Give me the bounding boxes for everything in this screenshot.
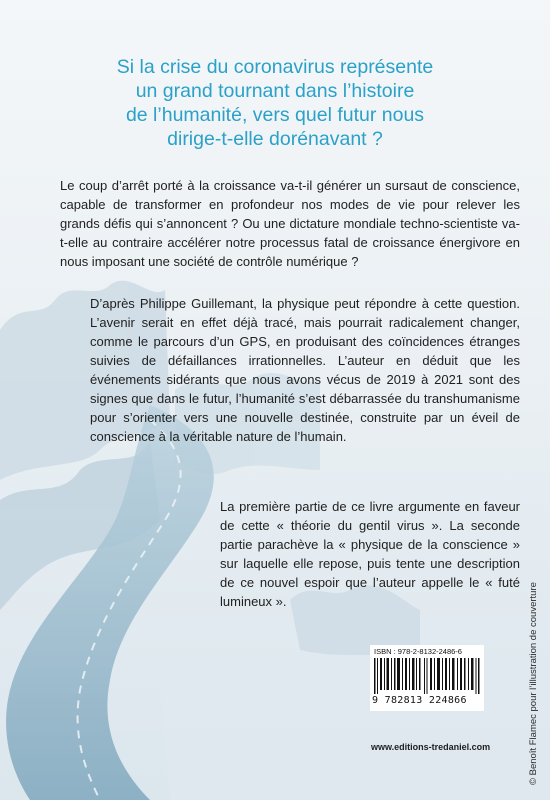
illustration-credit: © Benoît Flamec pour l’illustration de couverture — [528, 582, 539, 785]
paragraph-author: D’après Philippe Guillemant, la physique peut répondre à cette question. L’avenir serait en effet déjà tracé, mais pourrait radicalement changer, comme le parcours d’un GPS, en produisant des coïncidences étranges suivies de défaillances irrationnelles. L’auteur en déduit que les événements sidérants que nous avons vécus de 2019 à 2021 sont des signes que dans le futur, l’humanité s’est débarrassée du transhumanisme pour s’orienter vers une nouvelle destinée, construite par un éveil de conscience à la véritable nature de l’humain. — [90, 296, 520, 444]
barcode-box — [370, 645, 484, 711]
tagline-line: un grand tournant dans l’histoire — [135, 80, 415, 102]
tagline-line: de l’humanité, vers quel futur nous — [125, 104, 425, 126]
ground-shape — [160, 667, 550, 800]
paragraph-intro: Le coup d’arrêt porté à la croissance va-t-il générer un sursaut de conscience, capable de transformer en profondeur nos modes de vie pour relever les grands défis qui s’annoncent ? Ou une dictature mondiale techno-scientiste va-t-elle au contraire accélérer notre processus fatal de croissance énergivore en nous imposant une société de contrôle numérique ? — [60, 178, 520, 269]
ean-number: 9 782813 224866 — [372, 695, 467, 706]
paragraph-structure: La première partie de ce livre argumente en faveur de cette « théorie du gentil virus ». La seconde partie parachève la « physique de la conscience » sur laquelle elle repose, puis tente une description de ce nouvel espoir que l’auteur appelle le « futé lumineux ». — [220, 499, 520, 609]
barcode-icon — [374, 658, 480, 694]
tagline-line: dirige-t-elle dorénavant ? — [167, 128, 383, 150]
isbn-label: ISBN : 978-2-8132-2486-6 — [374, 647, 462, 656]
tagline — [60, 55, 490, 151]
publisher-website: www.editions-tredaniel.com — [371, 742, 491, 752]
tagline-line: Si la crise du coronavirus représente — [116, 56, 434, 78]
